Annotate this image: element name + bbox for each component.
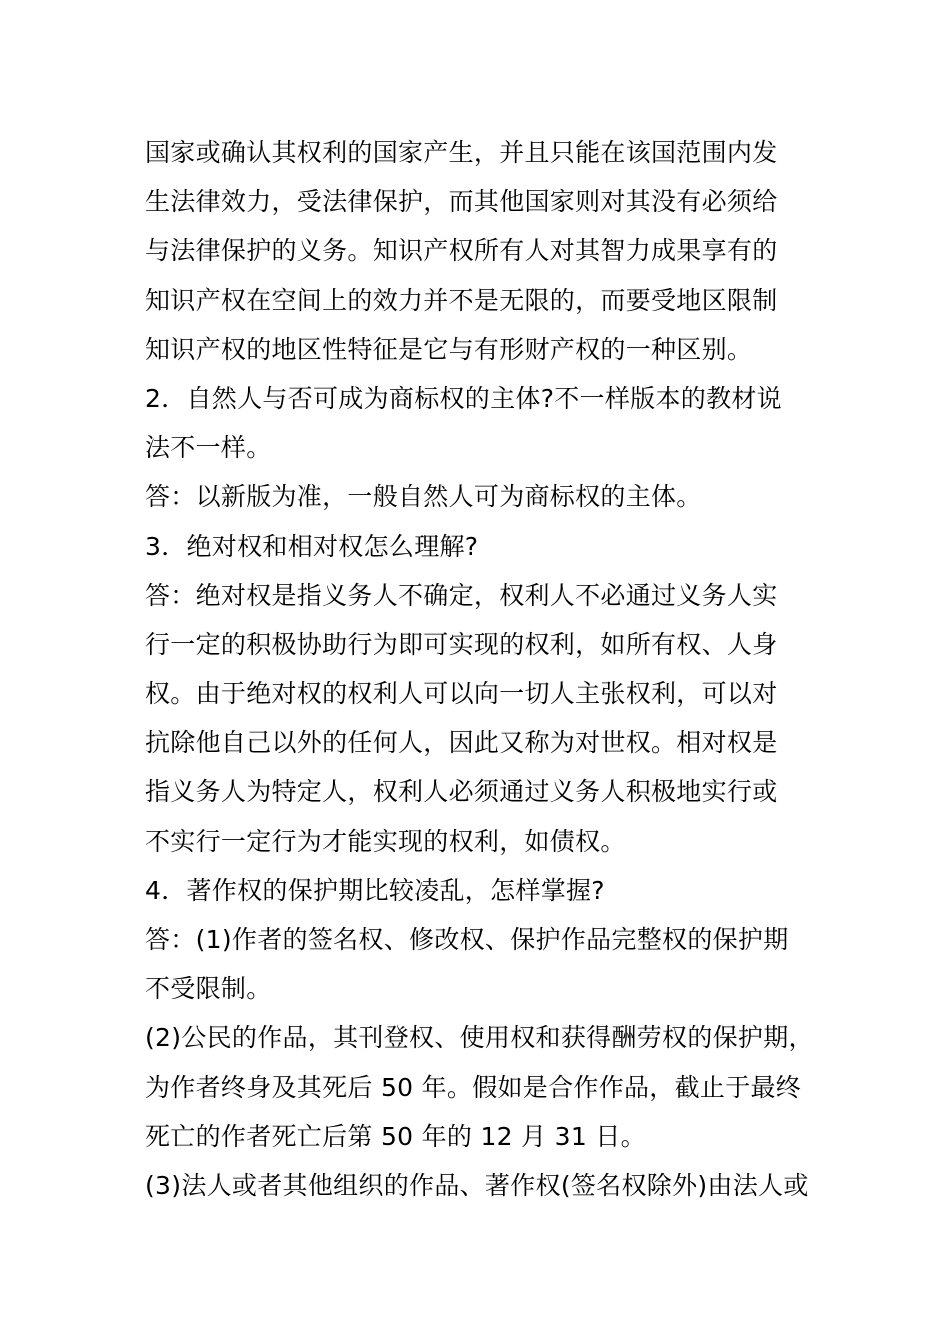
text-line: 国家或确认其权利的国家产生，并且只能在该国范围内发 [145,138,778,167]
text-line: 为作者终身及其死后 50 年。假如是合作作品，截止于最终 [145,1072,802,1102]
question-3: 3．绝对权和相对权怎么理解? [145,531,479,561]
text-line: 生法律效力，受法律保护，而其他国家则对其没有必须给 [145,187,778,217]
document-body [145,128,825,1210]
text-line: 知识产权在空间上的效力并不是无限的，而要受地区限制 [145,285,778,315]
text-line: 权。由于绝对权的权利人可以向一切人主张权利，可以对 [145,679,778,709]
text-line: 与法律保护的义务。知识产权所有人对其智力成果享有的 [145,236,778,266]
text-line: (3)法人或者其他组织的作品、著作权(签名权除外)由法人或 [145,1170,809,1200]
text-line: 行一定的积极协助行为即可实现的权利，如所有权、人身 [145,629,778,659]
text-line: 法不一样。 [145,433,272,463]
text-line: 抗除他自己以外的任何人，因此又称为对世权。相对权是 [145,728,778,758]
answer-4: 答：(1)作者的签名权、修改权、保护作品完整权的保护期 [145,925,789,954]
text-line: 不受限制。 [145,974,272,1004]
answer-2: 答：以新版为准，一般自然人可为商标权的主体。 [145,482,702,512]
question-4: 4．著作权的保护期比较凌乱，怎样掌握? [145,875,605,905]
text-line: 不实行一定行为才能实现的权利，如债权。 [145,826,626,856]
text-line: 知识产权的地区性特征是它与有形财产权的一种区别。 [145,334,753,364]
question-2: 2．自然人与否可成为商标权的主体?不一样版本的教材说 [145,383,782,413]
text-line: (2)公民的作品，其刊登权、使用权和获得酬劳权的保护期， [145,1023,814,1053]
answer-3: 答：绝对权是指义务人不确定，权利人不必通过义务人实 [145,580,778,610]
text-line: 指义务人为特定人，权利人必须通过义务人积极地实行或 [145,777,778,807]
text-line: 死亡的作者死亡后第 50 年的 12 月 31 日。 [145,1121,646,1151]
